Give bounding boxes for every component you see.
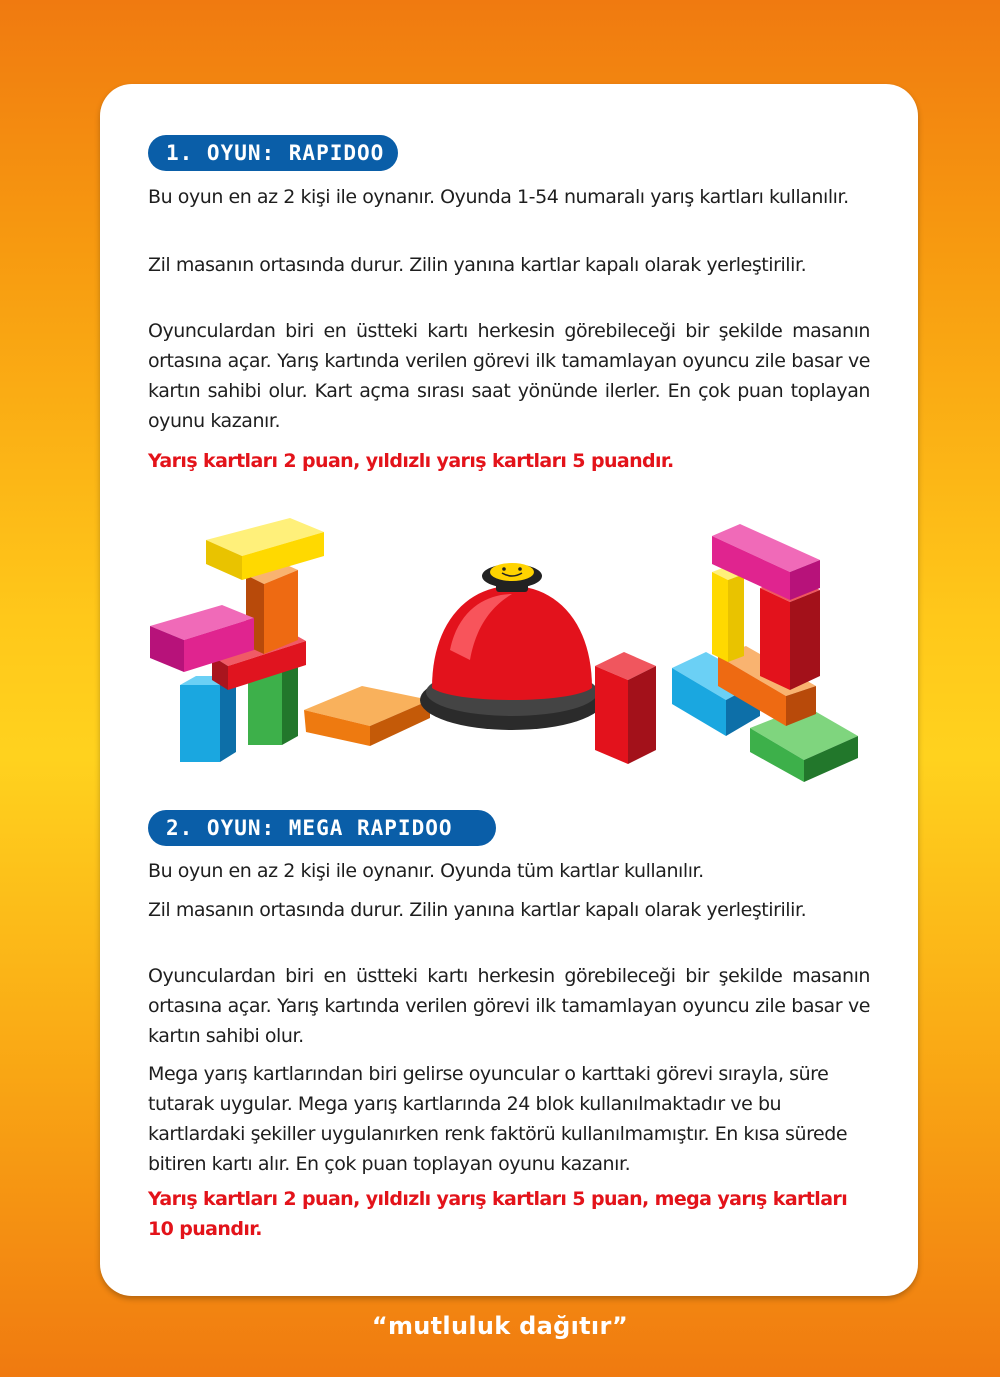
smiley-icon [490,563,534,581]
section2-paragraph-2: Zil masanın ortasında durur. Zilin yanına kartlar kapalı olarak yerleştirilir. [148,899,807,921]
section1-paragraph-1: Bu oyun en az 2 kişi ile oynanır. Oyunda 1-54 numaralı yarış kartları kullanılır. [148,186,849,208]
blocks-and-bell-illustration [140,500,870,800]
section1-highlight: Yarış kartları 2 puan, yıldızlı yarış kartları 5 puandır. [148,450,674,472]
footer-slogan: “mutluluk dağıtır” [371,1312,629,1340]
block-frame-right-icon [672,524,858,782]
section2-paragraph-1: Bu oyun en az 2 kişi ile oynanır. Oyunda tüm kartlar kullanılır. [148,860,704,882]
section2-paragraph-3: Oyunculardan biri en üstteki kartı herkesin görebileceği bir şekilde masanın ortasına açar. Yarış kartında verilen görevi ilk tamamlayan oyuncu zile basar ve kartın sahibi olur. [148,965,870,1047]
section1-paragraph-3: Oyunculardan biri en üstteki kartı herkesin görebileceği bir şekilde masanın ortasına açar. Yarış kartında verilen görevi ilk tamamlayan oyuncu zile basar ve kartın sahibi olur. Kart açma sırası saat yönünde ilerler. En çok puan toplayan oyunu kazanır. [148,320,870,432]
orange-block-icon [304,686,430,746]
block-stack-left-icon [150,518,324,762]
section1-paragraph-2: Zil masanın ortasında durur. Zilin yanına kartlar kapalı olarak yerleştirilir. [148,254,807,276]
section1-title: 1. OYUN: RAPIDOO [148,135,398,171]
bell-icon [420,564,604,730]
red-block-icon [595,652,656,764]
section2-paragraph-4: Mega yarış kartlarından biri gelirse oyuncular o karttaki görevi sırayla, süre tutarak uygular. Mega yarış kartlarında 24 blok kullanılmaktadır ve bu kartlardaki şekiller uygulanırken renk faktörü kullanılmamıştır. En kısa sürede bitiren kartı alır. En çok puan toplayan oyunu kazanır. [148,1063,848,1175]
section2-highlight: Yarış kartları 2 puan, yıldızlı yarış kartları 5 puan, mega yarış kartları 10 puandır. [148,1188,848,1240]
section2-title: 2. OYUN: MEGA RAPIDOO [148,810,496,846]
